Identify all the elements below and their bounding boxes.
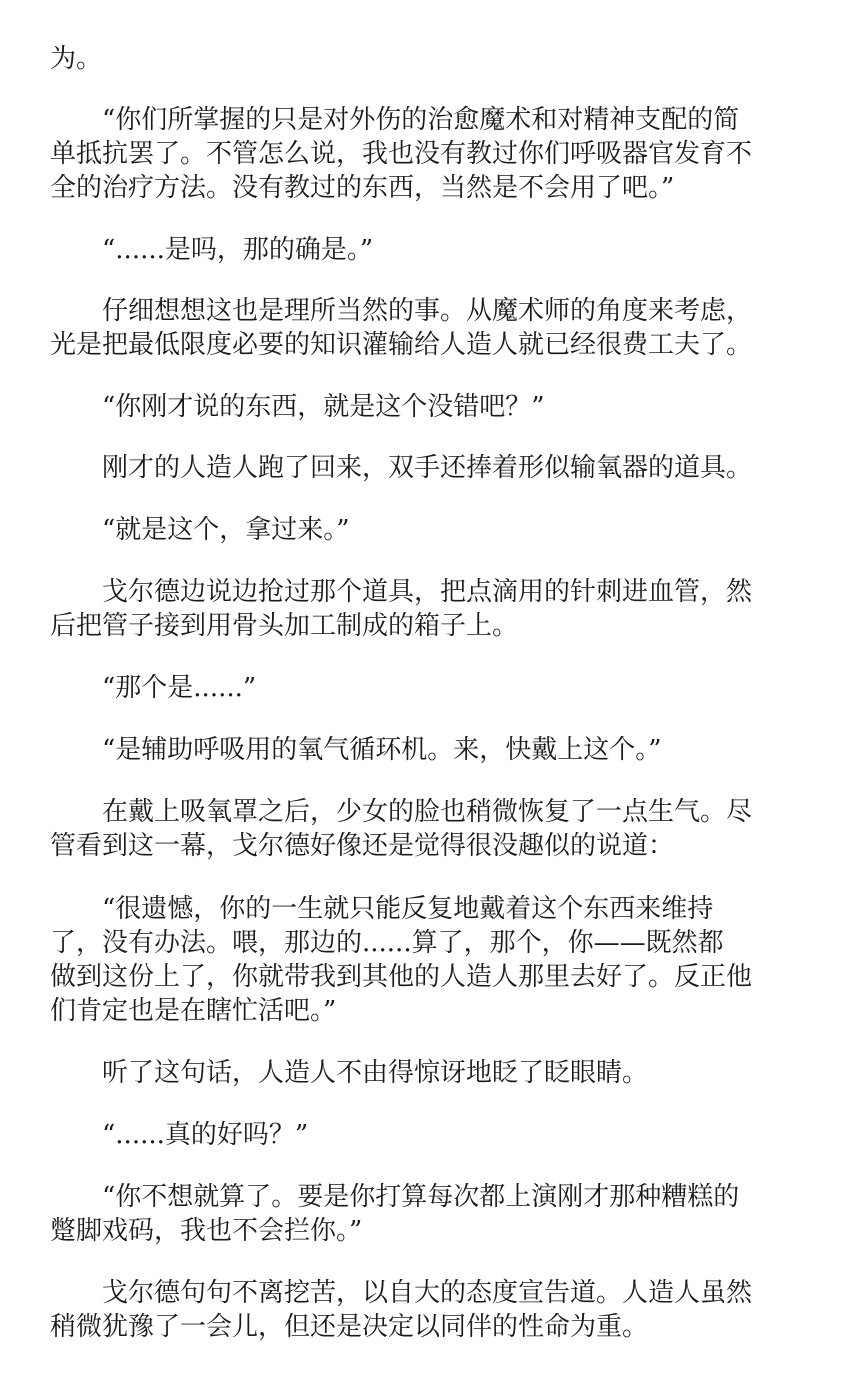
text-line: 做到这份上了，你就带我到其他的人造人那里去好了。反正他 (50, 962, 753, 992)
text-line: 为。 (50, 44, 103, 74)
text-line: 稍微犹豫了一会儿，但还是决定以同伴的性命为重。 (50, 1312, 649, 1342)
text-line: “......是吗，那的确是。” (50, 235, 374, 265)
text-line: 全的治疗方法。没有教过的东西，当然是不会用了吧。” (50, 173, 675, 203)
text-line: 在戴上吸氧罩之后，少女的脸也稍微恢复了一点生气。尽 (50, 797, 753, 827)
text-line: 听了这句话，人造人不由得惊讶地眨了眨眼睛。 (50, 1058, 649, 1088)
text-line: 单抵抗罢了。不管怎么说，我也没有教过你们呼吸器官发育不 (50, 139, 753, 169)
text-line: 戈尔德句句不离挖苦，以自大的态度宣告道。人造人虽然 (50, 1278, 753, 1308)
text-line: 戈尔德边说边抢过那个道具，把点滴用的针刺进血管，然 (50, 577, 753, 607)
text-line: 管看到这一幕，戈尔德好像还是觉得很没趣似的说道： (50, 831, 675, 861)
text-line: 刚才的人造人跑了回来，双手还捧着形似输氧器的道具。 (50, 453, 753, 483)
text-line: “是辅助呼吸用的氧气循环机。来，快戴上这个。” (50, 735, 662, 765)
text-line: “就是这个，拿过来。” (50, 515, 350, 545)
text-line: 了，没有办法。喂，那边的......算了，那个，你——既然都 (50, 928, 724, 958)
text-line: 仔细想想这也是理所当然的事。从魔术师的角度来考虑， (50, 296, 753, 326)
text-line: 后把管子接到用骨头加工制成的箱子上。 (50, 611, 519, 641)
text-line: “你刚才说的东西，就是这个没错吧？” (50, 392, 545, 422)
text-line: “那个是......” (50, 673, 257, 703)
text-line: 们肯定也是在瞎忙活吧。” (50, 996, 337, 1026)
text-line: 光是把最低限度必要的知识灌输给人造人就已经很费工夫了。 (50, 330, 753, 360)
text-line: “很遗憾，你的一生就只能反复地戴着这个东西来维持 (50, 894, 714, 924)
text-line: “你们所掌握的只是对外伤的治愈魔术和对精神支配的简 (50, 105, 740, 135)
text-line: “你不想就算了。要是你打算每次都上演刚才那种糟糕的 (50, 1182, 740, 1212)
text-line: 蹩脚戏码，我也不会拦你。” (50, 1216, 363, 1246)
text-line: “......真的好吗？” (50, 1120, 309, 1150)
